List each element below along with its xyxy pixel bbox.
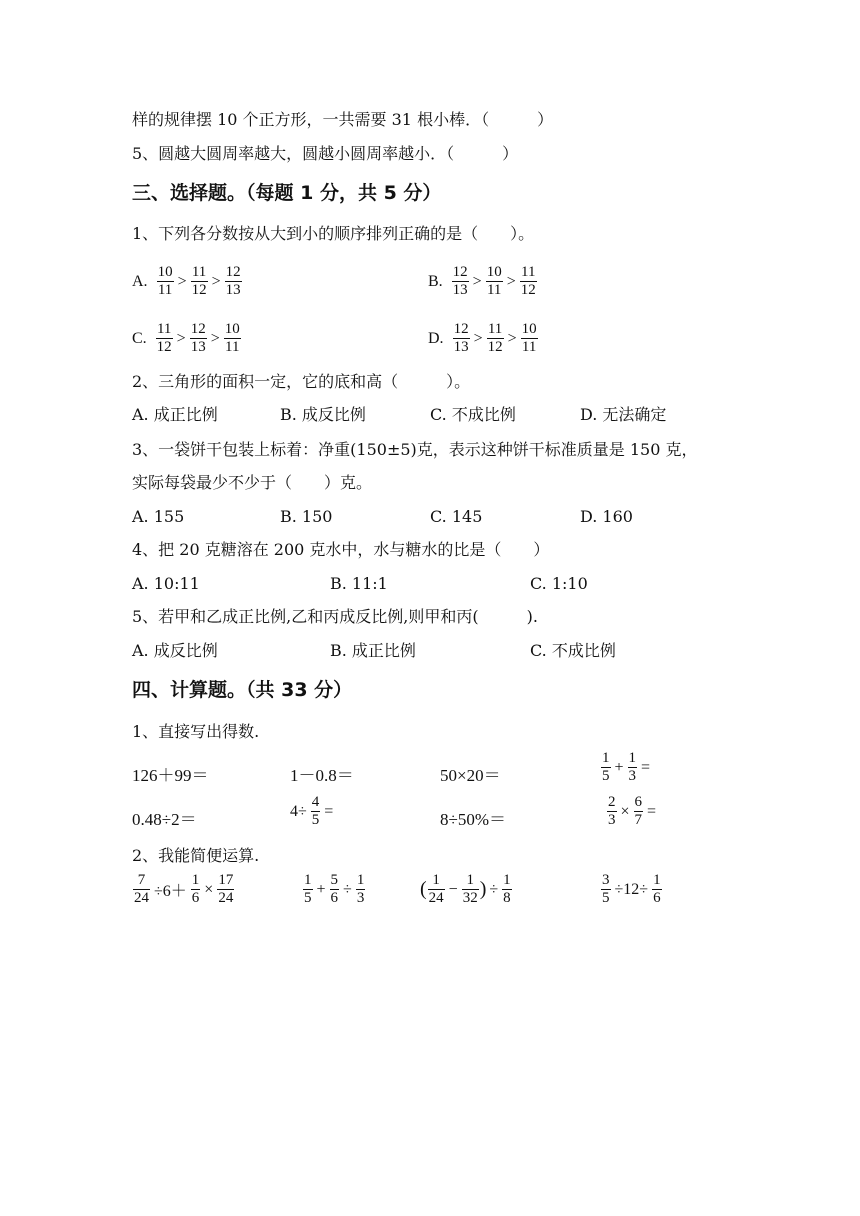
q1-option-a[interactable] xyxy=(132,264,243,299)
q3-option-b[interactable]: B. 150 xyxy=(280,507,333,526)
calc-r1-e3: 50×20＝ xyxy=(440,766,501,785)
q1-option-d[interactable] xyxy=(428,321,539,356)
q1-option-c[interactable] xyxy=(132,321,242,356)
judgement-line-4-tail: 样的规律摆 10 个正方形，一共需要 31 根小棒．（ ） xyxy=(132,110,554,129)
calc-r1-e4: $\frac{1}{5}$ + $\frac{1}{3}$ = xyxy=(602,750,651,784)
q3-stem-line1: 3、一袋饼干包装上标着：净重(150±5)克，表示这种饼干标准质量是 150 克， xyxy=(132,440,698,459)
option-label: B. xyxy=(428,272,443,290)
q3-option-c[interactable]: C. 145 xyxy=(430,507,483,526)
fraction: $\frac{10}{11}$ xyxy=(157,264,173,298)
q3-stem-line2: 实际每袋最少不少于（ ）克。 xyxy=(132,473,373,492)
q1-stem: 1、下列各分数按从大到小的顺序排列正确的是（ ）。 xyxy=(132,224,535,243)
fraction: $\frac{10}{11}$ xyxy=(521,321,537,355)
greater-than-sign: > xyxy=(210,329,220,347)
calc-r2-e1: 0.48÷2＝ xyxy=(132,810,197,829)
greater-than-sign: > xyxy=(177,272,187,290)
calc-part2-title: 2、我能简便运算. xyxy=(132,846,260,865)
fraction: $\frac{11}{12}$ xyxy=(191,264,207,298)
fraction: $\frac{11}{12}$ xyxy=(520,264,536,298)
option-label: A. xyxy=(132,272,148,290)
greater-than-sign: > xyxy=(211,272,221,290)
q2-option-b[interactable]: B. 成反比例 xyxy=(280,405,366,424)
option-label: C. xyxy=(132,329,147,347)
q2-option-c[interactable]: C. 不成比例 xyxy=(430,405,516,424)
greater-than-sign: > xyxy=(472,272,482,290)
q4-option-c[interactable]: C. 1:10 xyxy=(530,574,588,593)
q5-option-c[interactable]: C. 不成比例 xyxy=(530,641,616,660)
q2-option-d[interactable]: D. 无法确定 xyxy=(580,405,667,424)
q5-option-b[interactable]: B. 成正比例 xyxy=(330,641,416,660)
q4-option-b[interactable]: B. 11:1 xyxy=(330,574,388,593)
fraction: $\frac{10}{11}$ xyxy=(486,264,502,298)
greater-than-sign: > xyxy=(506,272,516,290)
fraction: $\frac{12}{13}$ xyxy=(190,321,206,355)
judgement-line-5: 5、圆越大圆周率越大，圆越小圆周率越小．（ ） xyxy=(132,144,519,163)
calc-r3-c1: $\frac{7}{24}$ ÷6＋ $\frac{1}{6}$ × $\frac{17}{24}$ xyxy=(134,872,234,906)
section-4-heading: 四、计算题。（共 33 分） xyxy=(132,679,353,701)
calc-r2-e2: 4÷ $\frac{4}{5}$ = xyxy=(290,794,334,828)
fraction: $\frac{12}{13}$ xyxy=(225,264,241,298)
fraction: $\frac{12}{13}$ xyxy=(452,264,468,298)
calc-r3-c2: $\frac{1}{5}$ + $\frac{5}{6}$ ÷ $\frac{1}{3}$ xyxy=(304,872,365,906)
section-3-heading: 三、选择题。（每题 1 分，共 5 分） xyxy=(132,182,442,204)
greater-than-sign: > xyxy=(176,329,186,347)
q4-stem: 4、把 20 克糖溶在 200 克水中，水与糖水的比是（ ） xyxy=(132,540,550,559)
q3-option-d[interactable]: D. 160 xyxy=(580,507,633,526)
calc-r2-e4: $\frac{2}{3}$ × $\frac{6}{7}$ = xyxy=(608,794,657,828)
calc-part1-title: 1、直接写出得数. xyxy=(132,722,260,741)
fraction: $\frac{11}{12}$ xyxy=(487,321,503,355)
greater-than-sign: > xyxy=(473,329,483,347)
greater-than-sign: > xyxy=(507,329,517,347)
calc-r3-c3: ( $\frac{1}{24}$ − $\frac{1}{32}$ ) ÷ $\frac{1}{8}$ xyxy=(420,872,511,906)
q5-stem: 5、若甲和乙成正比例,乙和丙成反比例,则甲和丙( ). xyxy=(132,607,538,626)
fraction: $\frac{11}{12}$ xyxy=(156,321,172,355)
q2-option-a[interactable]: A. 成正比例 xyxy=(132,405,218,424)
calc-r1-e1: 126＋99＝ xyxy=(132,766,209,785)
calc-r1-e2: 1－0.8＝ xyxy=(290,766,354,785)
calc-r2-e3: 8÷50%＝ xyxy=(440,810,506,829)
fraction: $\frac{12}{13}$ xyxy=(453,321,469,355)
q3-option-a[interactable]: A. 155 xyxy=(132,507,185,526)
q2-stem: 2、三角形的面积一定，它的底和高（ ）。 xyxy=(132,372,471,391)
q5-option-a[interactable]: A. 成反比例 xyxy=(132,641,218,660)
calc-r3-c4: $\frac{3}{5}$ ÷12÷ $\frac{1}{6}$ xyxy=(602,872,661,906)
q4-option-a[interactable]: A. 10:11 xyxy=(132,574,200,593)
q1-option-b[interactable] xyxy=(428,264,538,299)
fraction: $\frac{10}{11}$ xyxy=(224,321,240,355)
option-label: D. xyxy=(428,329,444,347)
